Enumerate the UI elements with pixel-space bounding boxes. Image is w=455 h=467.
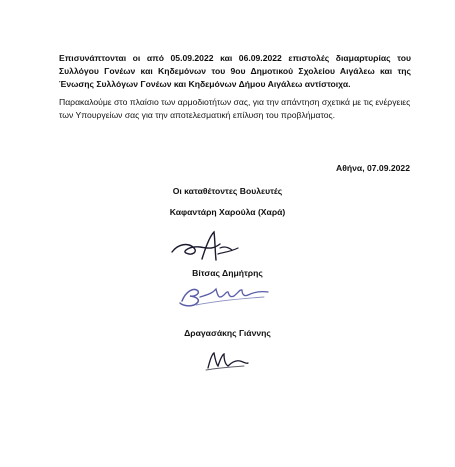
signatory-name-3: Δραγασάκης Γιάννης — [184, 328, 271, 338]
request-paragraph: Παρακαλούμε στο πλαίσιο των αρμοδιοτήτων σας, για την απάντηση σχετικά με τις ενέργειες των Υπουργείων σας για την αποτελεσματική επίλυση του προβλήματος. — [59, 97, 411, 120]
signatory-name-2: Βίτσας Δημήτρης — [192, 268, 263, 278]
place-date: Αθήνα, 07.09.2022 — [336, 163, 410, 173]
signatory-name-1: Καφαντάρη Χαρούλα (Χαρά) — [169, 207, 286, 217]
signature-1 — [168, 226, 248, 266]
signature-2 — [176, 281, 272, 311]
signature-3 — [204, 348, 254, 374]
attachment-paragraph: Επισυνάπτονται οι από 05.09.2022 και 06.09.2022 επιστολές διαμαρτυρίας του Συλλόγου Γονέων και Κηδεμόνων του 9ου Δημοτικού Σχολείου Αιγάλεω και της Ένωσης Συλλόγων Γονέων και Κηδεμόνων Δήμου Αιγάλεω αντίστοιχα. — [59, 53, 411, 89]
signatories-heading: Οι καταθέτοντες Βουλευτές — [172, 186, 283, 196]
